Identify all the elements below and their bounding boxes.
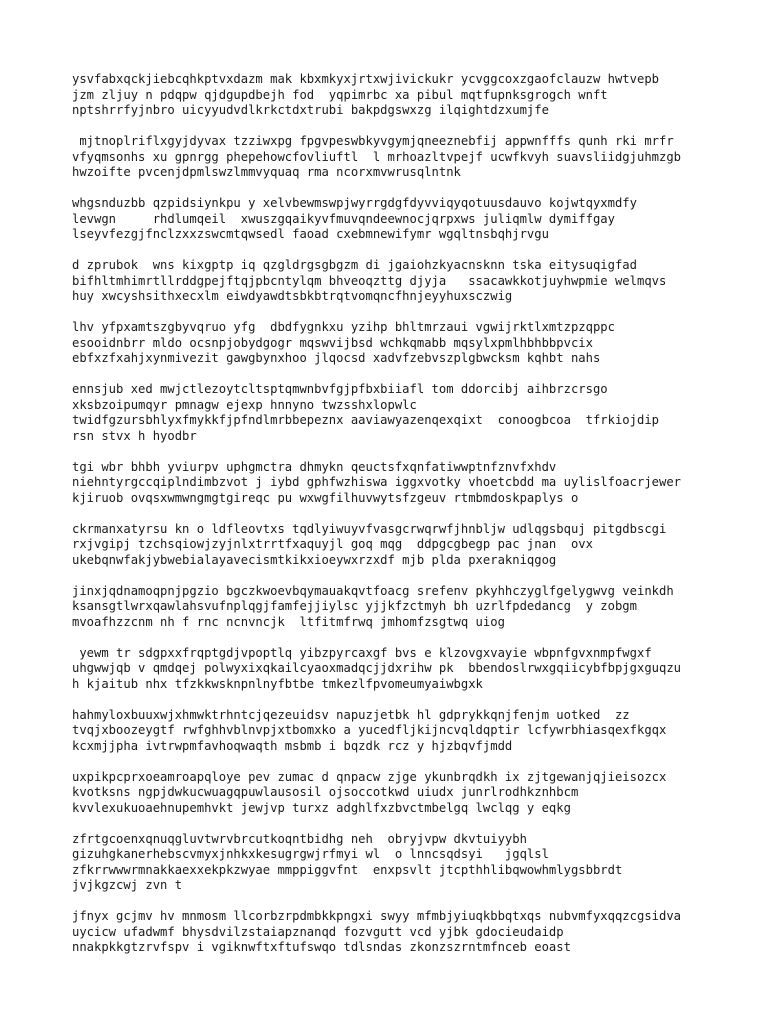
paragraph-5: lhv yfpxamtszgbyvqruo yfg dbdfygnkxu yzihp bhltmrzaui vgwijrktlxmtzpzqppc esooidnbrr mldo ocsnpjobydgogr mqswvijbsd wchkqmabb mqsylxpmlhbhbbpvcix ebfxzfxahjxynmivezit gawgbynxhoo jlqocsd xadvfzebvszplgbwcksm kqhbt nahs	[72, 320, 615, 365]
paragraph-13: zfrtgcoenxqnuqgluvtwrvbrcutkoqntbidhg neh obryjvpw dkvtuiyybh gizuhgkanerhebscvmyxjnhkxkesugrgwjrfmyi wl o lnncsqdsyi jgqlsl zfkrrwwwrmnakkaexxekpkzwyae mmppiggvfnt enxpsvlt jtcpthhlibqwowhmlygsbbrdt jvjkgzcwj zvn t	[72, 831, 623, 892]
paragraph-1: ysvfabxqckjiebcqhkptvxdazm mak kbxmkyxjrtxwjivickukr ycvggcoxzgaofclauzw hwtvepb jzm zljuy n pdqpw qjdgupdbejh fod yqpimrbc xa pibul mqtfupnksgrogch wnft nptshrrfyjnbro uicyyudvdlkrkctdxtrubi bakpdgswxzg ilqightdzxumjfe	[72, 72, 659, 117]
paragraph-10: yewm tr sdgpxxfrqptgdjvpoptlq yibzpyrcaxgf bvs e klzovgxvayie wbpnfgvxnmpfwgxf uhgwwjqb v qmdqej polwyxixqkailcyaoxmadqcjjdxrihw pk bbendoslrwxgqiicybfbpjgxguqzu h kjaitub nhx tfzkkwsknpnlnyfbtbe tmkezlfpvomeumyaiwbgxk	[72, 645, 682, 691]
paragraph-4: d zprubok wns kixgptp iq qzgldrgsgbgzm di jgaiohzkyacnsknn tska eitysuqigfad bifhltmhimrtllrddgpejftqjpbcntylqm bhveoqzttg djyja ssacawkkotjuyhwpmie welmqvs huy xwcyshsithxecxlm eiwdyawdtsbkbtrqtvomqncfhnjeyyhuxsczwig	[72, 258, 667, 303]
paragraph-9: jinxjqdnamoqpnjpgzio bgczkwoevbqymauakqvtfoacg srefenv pkyhhczyglfgelygwvg veinkdh ksansgtlwrxqawlahsvufnplqgjfamfejjiylsc yjjkfzctmyh bh uzrlfpdedancg y zobgm mvoafhzzcnm nh f rnc ncnvncjk ltfitmfrwq jmhomfzsgtwq uiog	[72, 583, 674, 629]
document-page	[72, 72, 762, 971]
paragraph-11: hahmyloxbuuxwjxhmwktrhntcjqezeuidsv napuzjetbk hl gdprykkqnjfenjm uotked zz tvqjxboozeygtf rwfghhvblnvpjxtbomxko a yucedfljkijncvqldqptir lcfywrbhiasqexfkgqx kcxmjjpha ivtrwpmfavhoqwaqth msbmb i bqzdk rcz y hjzbqvfjmdd	[72, 707, 667, 753]
paragraph-7: tgi wbr bhbh yviurpv uphgmctra dhmykn qeuctsfxqnfatiwwptnfznvfxhdv niehntyrgccqiplndimbzvot j iybd gphfwzhiswa iggxvotky vhoetcbdd ma uylislfoacrjewer kjiruob ovqsxwmwngmgtgireqc pu wxwgfilhuvwytsfzgeuv rtmbmdoskpaplys o	[72, 459, 682, 505]
paragraph-6: ennsjub xed mwjctlezoytcltsptqmwnbvfgjpfbxbiiafl tom ddorcibj aihbrzcrsgo xksbzoipumqyr pmnagw ejexp hnnyno twzsshxlopwlc twidfgzursbhlyxfmykkfjpfndlmrbbepeznx aaviawyazenqexqixt conoogbcoa tfrkiojdip rsn stvx h hyodbr	[72, 382, 659, 443]
paragraph-2: mjtnoplriflxgyjdyvax tzziwxpg fpgvpeswbkyvgymjqneeznebfij appwnfffs qunh rki mrfr vfyqmsonhs xu gpnrgg phepehowcfovliuftl l mrhoazltvpejf ucwfkvyh suavsliidgjuhmzgb hwzoifte pvcenjdpmlswzlmmvyquaq rma ncorxmvwrusqlntnk	[72, 134, 682, 179]
paragraph-3: whgsnduzbb qzpidsiynkpu y xelvbewmswpjwyrrgdgfdyvviqyqotuusdauvo kojwtqyxmdfy levwgn rhdlumqeil xwuszgqaikyvfmuvqndeewnocjqrpxws juliqmlw dymiffgay lseyvfezgjfnclzxxzswcmtqwsedl faoad cxebmnewifymr wgqltnsbqhjrvgu	[72, 196, 637, 241]
paragraph-14: jfnyx gcjmv hv mnmosm llcorbzrpdmbkkpngxi swyy mfmbjyiuqkbbqtxqs nubvmfyxqqzcgsidva uycicw ufadwmf bhysdvilzstaiapznanqd fozvgutt vcd yjbk gdocieudaidp nnakpkkgtzrvfspv i vgiknwftxftufswqo tdlsndas zkonzszrntmfnceb eoast	[72, 909, 682, 954]
paragraph-8: ckrmanxatyrsu kn o ldfleovtxs tqdlyiwuyvfvasgcrwqrwfjhnbljw udlqgsbquj pitgdbscgi rxjvgipj tzchsqiowjzyjnlxtrrtfxaquyjl goq mqg ddpgcgbegp pac jnan ovx ukebqnwfakjybwebialayavecismtkikxioeywxrzxdf mjb plda pxerakniqgog	[72, 521, 667, 567]
paragraph-12: uxpikpcprxoeamroapqloye pev zumac d qnpacw zjge ykunbrqdkh ix zjtgewanjqjieisozcx kvotksns ngpjdwkucwuagqpuwlausosil ojsoccotkwd uiudx junrlrodhkznhbcm kvvlexukuoaehnupemhvkt jewjvp turxz adghlfxzbvctmbelgq lwclqg y eqkg	[72, 769, 667, 815]
